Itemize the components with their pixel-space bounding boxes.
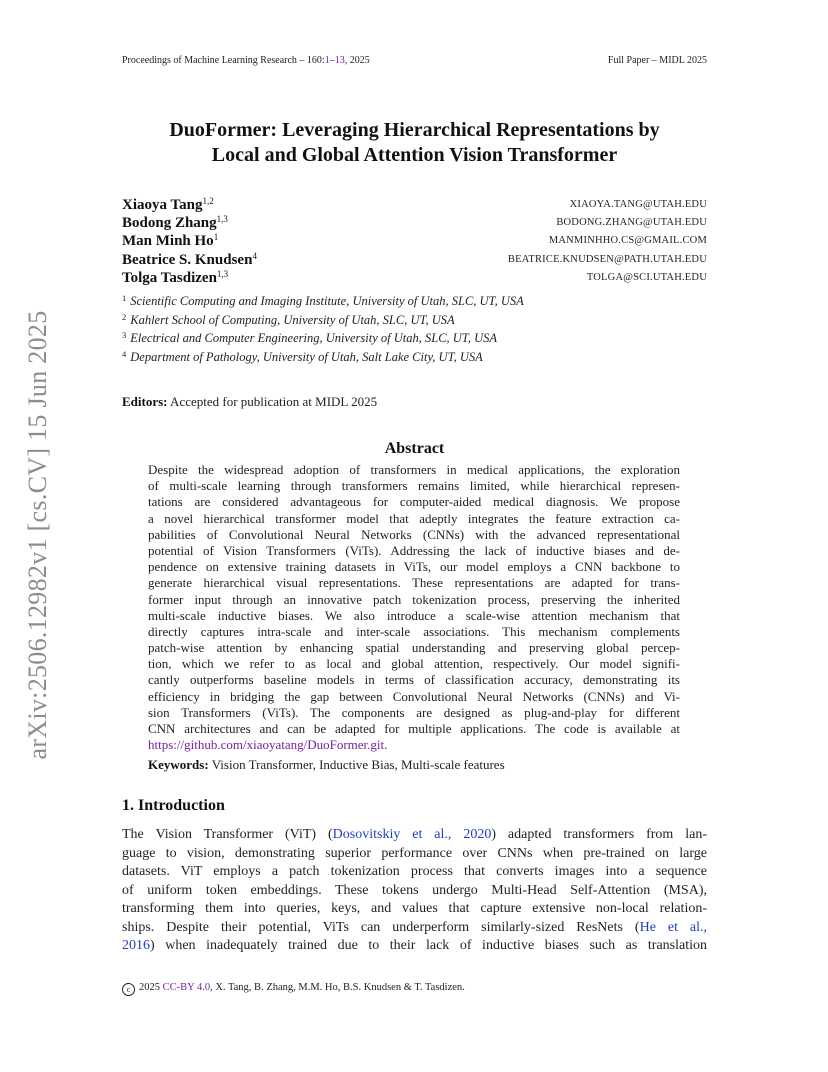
author-name: Beatrice S. Knudsen$^4$: [122, 250, 257, 268]
code-repository-link[interactable]: https://github.com/xiaoyatang/DuoFormer.git: [148, 737, 385, 753]
citation-link[interactable]: Dosovitskiy et al., 2020: [332, 827, 492, 842]
journal-citation: [122, 55, 370, 66]
author-affiliation-marker: 1,3: [216, 214, 228, 225]
author-name: Xiaoya Tang$^{1,2}$: [122, 196, 214, 213]
keywords-label: Keywords:: [148, 757, 209, 772]
body-line: 2016) when inadequately trained due to their lack of inductive biases such as translation: [122, 938, 707, 953]
author-name: Bodong Zhang$^{1,3}$: [122, 214, 228, 232]
author-affiliation-marker: 1,2: [202, 196, 214, 206]
abstract-line: https://github.com/xiaoyatang/DuoFormer.git.: [148, 737, 388, 753]
affiliation: $^1$ Scientific Computing and Imaging Institute, University of Utah, SLC, UT, USA: [122, 293, 524, 308]
keywords-text: Vision Transformer, Inductive Bias, Multi-scale features: [211, 757, 505, 772]
author-email[interactable]: BODONG.ZHANG@UTAH.EDU: [556, 217, 707, 229]
license-link[interactable]: CC-BY 4.0: [162, 982, 211, 993]
abstract-line: pendence on extensive training datasets in ViTs, our model employs a CNN backbone to: [148, 559, 680, 575]
abstract-line: a novel hierarchical transformer model that adeptly integrates the feature extraction ca-: [148, 510, 680, 526]
affiliation: $^4$ Department of Pathology, University of Utah, Salt Lake City, UT, USA: [122, 348, 483, 364]
abstract-line: former input through an innovative patch tokenization process, preserving the inherited: [148, 591, 680, 607]
editors-text: Accepted for publication at MIDL 2025: [170, 394, 378, 409]
title-line-1: DuoFormer: Leveraging Hierarchical Representations by: [169, 119, 660, 141]
abstract-line: tations are considered advantageous for computer-aided medical diagnosis. We propose: [148, 494, 680, 510]
author-row: [122, 196, 707, 214]
affiliation: $^3$ Electrical and Computer Engineering, University of Utah, SLC, UT, USA: [122, 330, 497, 345]
editors-label: Editors:: [122, 394, 168, 409]
abstract-line: sion Transformers (ViTs). The components are designed as plug-and-play for different: [148, 704, 680, 720]
author-row: [122, 232, 707, 250]
keywords: [148, 757, 680, 773]
abstract-line: potential of Vision Transformers (ViTs). Addressing the lack of inductive biases and de-: [148, 542, 680, 558]
running-header: [122, 55, 707, 69]
abstract-body: [148, 462, 680, 753]
abstract-line: Despite the widespread adoption of transformers in medical applications, the exploration: [148, 462, 680, 477]
introduction-body: [122, 826, 707, 956]
citation-link[interactable]: He et al.,: [639, 919, 708, 935]
author-name: Man Minh Ho$^1$: [122, 232, 219, 250]
author-affiliation-marker: 1: [213, 232, 219, 243]
author-row: [122, 251, 707, 269]
abstract-line: directly captures intra-scale and inter-scale associations. This mechanism complements: [148, 623, 680, 639]
body-line: datasets. ViT employs a patch tokenization process that converts images into a sequence: [122, 864, 707, 879]
affiliation-list: [122, 289, 707, 363]
journal-year: , 2025: [344, 55, 370, 66]
abstract-line: multi-scale inductive biases. We also introduce a scale-wise attention mechanism that: [148, 607, 680, 623]
author-affiliation-marker: 1,3: [216, 268, 229, 279]
abstract-line: tion, which we refer to as local and global attention, respectively. Our model signifi-: [148, 656, 680, 672]
paper-title: [122, 118, 707, 168]
author-row: [122, 214, 707, 232]
body-line: of uniform token embeddings. These tokens undergo Multi-Head Self-Attention (MSA),: [122, 882, 707, 898]
author-email[interactable]: TOLGA@SCI.UTAH.EDU: [586, 271, 707, 283]
arxiv-id: arXiv:2506.12982v1 [cs.CV] 15 Jun 2025: [23, 310, 52, 760]
arxiv-stamp: [18, 300, 58, 770]
body-line: The Vision Transformer (ViT) (Dosovitskiy et al., 2020) adapted transformers from lan-: [122, 827, 707, 842]
editors-note: [122, 394, 707, 410]
journal-name: Proceedings of Machine Learning Research – 160:: [122, 55, 325, 66]
author-email[interactable]: BEATRICE.KNUDSEN@PATH.UTAH.EDU: [507, 253, 707, 265]
author-row: [122, 269, 707, 287]
abstract-line: patch-wise attention by enhancing spatial understanding and preserving global percep-: [148, 640, 680, 656]
abstract-line: cantly outperforms baseline models in terms of classification accuracy, demonstrating its: [148, 672, 680, 688]
page-range-separator: –: [329, 55, 335, 66]
citation-link[interactable]: 2016: [122, 938, 150, 953]
abstract-line: pabilities of Convolutional Neural Networks (CNNs) with the advanced representational: [148, 526, 680, 542]
abstract-heading: Abstract: [384, 440, 445, 457]
page-end-link[interactable]: 13: [334, 55, 345, 66]
author-affiliation-marker: 4: [252, 250, 257, 261]
copyright-authors: , X. Tang, B. Zhang, M.M. Ho, B.S. Knudsen & T. Tasdizen.: [210, 982, 465, 993]
abstract-line: efficiency in bridging the gap between Convolutional Neural Networks (CNNs) and Vi-: [148, 688, 680, 704]
page-start-link[interactable]: 1: [324, 55, 330, 66]
abstract-line: generate hierarchical visual representations. These representations are adapted for trans-: [148, 575, 680, 591]
copyright-year: 2025: [139, 982, 160, 993]
body-line: transforming them into queries, keys, and values that capture extensive non-local relation-: [122, 901, 707, 916]
author-email[interactable]: XIAOYA.TANG@UTAH.EDU: [569, 199, 707, 210]
title-line-2: Local and Global Attention Vision Transformer: [211, 144, 618, 166]
body-line: ships. Despite their potential, ViTs can underperform similarly-sized ResNets (He et al.,: [122, 919, 708, 935]
copyright-footer: [122, 982, 707, 996]
affiliation: $^2$ Kahlert School of Computing, University of Utah, SLC, UT, USA: [122, 311, 455, 327]
author-name: Tolga Tasdizen$^{1,3}$: [122, 268, 229, 286]
body-line: guage to vision, demonstrating superior performance over CNNs when pre-trained on large: [122, 845, 707, 861]
abstract-line: CNN architectures and can be adapted for multiple applications. The code is available at: [148, 721, 680, 736]
copyright-icon: c: [122, 983, 135, 996]
author-email[interactable]: MANMINHHO.CS@GMAIL.COM: [548, 235, 707, 247]
paper-type: Full Paper – MIDL 2025: [607, 55, 707, 66]
author-list: [122, 196, 707, 287]
section-heading-introduction: 1. Introduction: [122, 797, 225, 814]
abstract-line: of multi-scale learning through transformers remains limited, while hierarchical represen-: [148, 478, 680, 494]
